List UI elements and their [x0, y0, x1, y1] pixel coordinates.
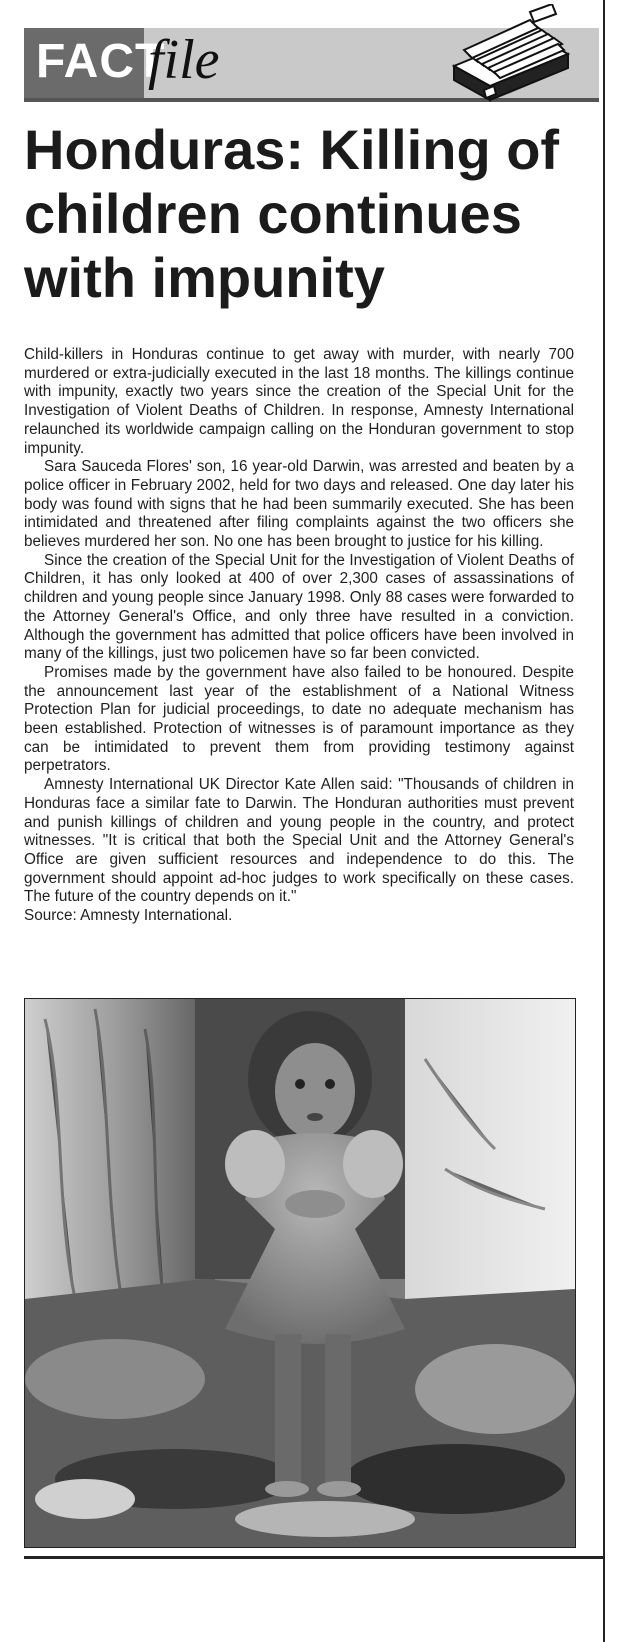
article-body — [24, 346, 574, 926]
source-line: Source: Amnesty International. — [24, 907, 233, 925]
paragraph-3: Since the creation of the Special Unit for the Investigation of Violent Deaths of Children, it has only looked at 400 of over 2,300 cases of assassinations of children and young people since January 1998. Only 88 cases were forwarded to the Attorney General's Office, and only three have resulted in a conviction. Although the government has admitted that police officers have been involved in many of the killings, just two policemen have so far been convicted. — [24, 551, 574, 663]
paragraph-2: Sara Sauceda Flores' son, 16 year-old Darwin, was arrested and beaten by a police officer in February 2002, held for two days and released. One day later his body was found with signs that he had been summarily executed. She has been intimidated and threatened after filing complaints against the two officers she believes murdered her son. No one has been brought to justice for his killing. — [24, 458, 574, 551]
paragraph-1: Child-killers in Honduras continue to get away with murder, with nearly 700 murdered or extra-judicially executed in the last 18 months. The killings continue with impunity, exactly two years since the creation of the Special Unit for the Investigation of Violent Deaths of Children. In response, Amnesty International relaunched its worldwide campaign calling on the Honduran government to stop impunity. — [24, 346, 574, 457]
factfile-header — [24, 26, 599, 100]
paragraph-4: Promises made by the government have also failed to be honoured. Despite the announcement last year of the establishment of a National Witness Protection Plan for judicial proceedings, to date no adequate mechanism has been established. Protection of witnesses is of paramount importance as they can be intimidated to prevent them from providing testimony against perpetrators. — [24, 663, 574, 775]
page-right-rule — [603, 0, 605, 1642]
paragraph-5: Amnesty International UK Director Kate Allen said: "Thousands of children in Honduras face a similar fate to Darwin. The Honduran authorities must prevent and punish killings of children and young people in the country, and protect witnesses. "It is critical that both the Special Unit and the Attorney General's Office are given sufficient resources and independence to do this. The government should appoint ad-hoc judges to work specifically on these cases. The future of the country depends on it." — [24, 776, 574, 906]
bottom-rule — [24, 1556, 604, 1559]
header-file-label: file — [148, 29, 220, 91]
child-photo-illustration — [25, 999, 575, 1547]
child-photo — [24, 998, 576, 1548]
card-file-box-icon — [444, 4, 574, 104]
headline: Honduras: Killing of children continues with impunity — [24, 118, 560, 309]
header-fact-label: FACT — [36, 35, 166, 88]
